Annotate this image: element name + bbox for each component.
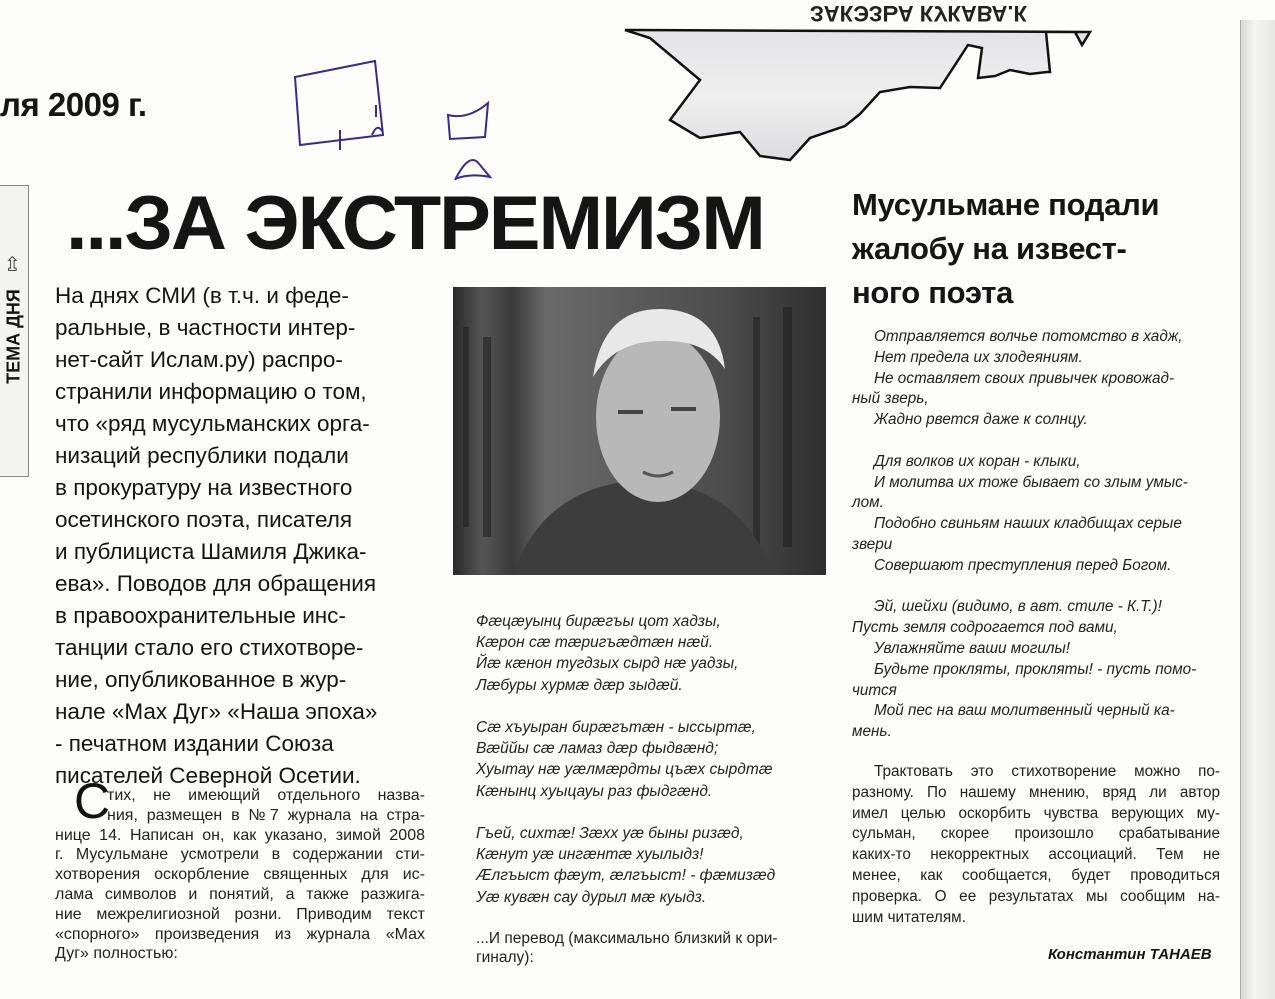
- poem-line: Не оставляет своих привычек кровожад-: [874, 369, 1175, 387]
- text-line: имел целью оскорбить чувства верующих му-: [852, 804, 1220, 822]
- text-line: писателей Северной Осетии.: [55, 763, 361, 788]
- text-line: нице 14. Написан он, как указано, зимой 2008: [55, 826, 425, 844]
- text-line: Уæ кувæн сау дурыл мæ куыдз.: [476, 888, 707, 906]
- text-line: ния, размещен в №7 журнала на стра-: [107, 806, 425, 824]
- poem-line: [852, 431, 1196, 452]
- text-line: лама символов и понятий, а также разжига-: [55, 885, 425, 903]
- text-line: Хуытау нæ уæлмæрдты цъæх сырдтæ: [476, 761, 773, 779]
- issue-date: ля 2009 г.: [0, 86, 147, 123]
- poem-line: лом.: [852, 494, 884, 512]
- text-line: ного поэта: [852, 275, 1014, 310]
- text-line: На днях СМИ (в т.ч. и феде-: [55, 283, 349, 308]
- text-line: жалобу на извест-: [852, 231, 1127, 266]
- poem-line: чится: [852, 681, 897, 699]
- drop-cap: С: [74, 773, 111, 829]
- translation-intro: [476, 929, 778, 967]
- body-paragraph: [55, 786, 425, 964]
- text-line: Трактовать это стихотворение можно по-: [874, 763, 1220, 780]
- text-line: хотворения оскорбление священных для ис-: [55, 866, 425, 884]
- poem-line: мень.: [852, 723, 892, 741]
- text-line: в правоохранительные инс-: [55, 603, 346, 628]
- section-label: ТЕМА ДНЯ: [3, 289, 24, 384]
- text-line: осетинского поэта, писателя: [55, 507, 353, 532]
- poem-line: Подобно свиньям наших кладбищах серые: [874, 515, 1182, 533]
- text-line: Йæ кæнон тугдзых сырд нæ уадзы,: [476, 655, 739, 673]
- poem-line: Будьте прокляты, прокляты! - пусть помо-: [874, 660, 1197, 678]
- poem-line: И молитва их тоже бывает со злым умыс-: [874, 473, 1188, 491]
- text-line: Гъей, сихтæ! Зæхх уæ быны ризæд,: [476, 825, 744, 843]
- poem-line: ный зверь,: [852, 390, 929, 408]
- cut-off-headline: ЗАКЭЗЬА КУКАВА.К: [810, 1, 1027, 26]
- text-line: Вæййы сæ ламаз дæр фыдвæнд;: [476, 740, 719, 758]
- poem-line: Пусть земля содрогается под вами,: [852, 619, 1118, 637]
- author-photo: [453, 287, 826, 575]
- poem-line: Нет предела их злодеяниям.: [874, 348, 1083, 366]
- poem-line: Жадно рвется даже к солнцу.: [874, 411, 1088, 429]
- text-line: ние, опубликованное в жур-: [55, 667, 347, 692]
- text-line: ральные, в частности интер-: [55, 315, 356, 340]
- text-line: Сæ хъуыран бирæгътæн - ыссыртæ,: [476, 719, 756, 737]
- arrow-icon: ⇫: [4, 254, 21, 276]
- poem-original: [476, 611, 775, 908]
- text-line: - печатном издании Союза: [55, 731, 334, 756]
- poem-line: Для волков их коран - клыки,: [874, 452, 1081, 470]
- torn-paper-shape: [0, 0, 1275, 300]
- poem-line: Отправляется волчье потомство в хадж,: [874, 328, 1183, 345]
- headline: ...ЗА ЭКСТРЕМИЗМ: [66, 181, 764, 266]
- text-line: ...И перевод (максимально близкий к ори-: [476, 930, 778, 947]
- text-line: Фæцæуынц бирæгъы цот хадзы,: [476, 613, 721, 630]
- text-line: проверка. О ее результатах мы сообщим на-: [852, 887, 1220, 905]
- text-line: Кæнут уæ ингæнтæ хуылыдз!: [476, 846, 704, 864]
- text-line: что «ряд мусульманских орга-: [55, 411, 370, 436]
- conclusion-paragraph: [852, 762, 1220, 928]
- text-line: нет-сайт Ислам.ру) распро-: [55, 347, 343, 372]
- text-line: Лæбуры хурмæ дæр зыдæй.: [476, 676, 683, 694]
- text-line: танции стало его стихотворе-: [55, 635, 364, 660]
- poem-line: звери: [852, 535, 893, 553]
- text-line: г. Мусульмане усмотрели в содержании сти-: [55, 846, 425, 864]
- poem-translation: [852, 327, 1196, 743]
- text-line: гиналу):: [476, 949, 534, 966]
- text-line: сульман, скорее произошло срабатывание: [852, 825, 1220, 843]
- text-line: ние межрелигиозной розни. Приводим текст: [55, 905, 425, 923]
- text-line: тих, не имеющий отдельного назва-: [107, 787, 425, 804]
- text-line: [476, 802, 775, 823]
- author-signature: Константин ТАНАЕВ: [1048, 946, 1212, 963]
- text-line: менее, как сообщается, будет проводиться: [852, 866, 1220, 884]
- text-line: шим читателям.: [852, 908, 966, 926]
- text-line: [476, 696, 775, 717]
- text-line: Кæрон сæ тæригъæдтæн нæй.: [476, 634, 714, 652]
- text-line: странили информацию о том,: [55, 379, 367, 404]
- poem-line: Увлажняйте ваши могилы!: [874, 639, 1070, 657]
- text-line: разному. По нашему мнению, вряд ли автор: [852, 783, 1220, 801]
- text-line: нале «Мах Дуг» «Наша эпоха»: [55, 699, 378, 724]
- text-line: Дуг» полностью:: [55, 945, 178, 963]
- text-line: ева». Поводов для обращения: [55, 571, 377, 596]
- text-line: и публициста Шамиля Джика-: [55, 539, 367, 564]
- text-line: «спорного» произведения из журнала «Мах: [55, 925, 425, 943]
- poem-line: Совершают преступления перед Богом.: [874, 556, 1172, 574]
- text-line: Æлгъыст фæут, æлгъыст! - фæмизæд: [476, 867, 776, 885]
- poem-line: Эй, шейхи (видимо, в авт. стиле - К.Т.)!: [874, 598, 1162, 616]
- lead-paragraph: [55, 280, 377, 792]
- poem-line: [852, 577, 1196, 598]
- text-line: Мусульмане подали: [852, 187, 1160, 222]
- text-line: низаций республики подали: [55, 443, 349, 468]
- portrait-image: [453, 287, 826, 575]
- text-line: Кæнынц хуыцауы раз фыдгæнд.: [476, 782, 713, 800]
- text-line: в прокуратуру на известного: [55, 475, 353, 500]
- poem-line: Мой пес на ваш молитвенный черный ка-: [874, 702, 1175, 720]
- text-line: каких-то некорректных ассоциаций. Тем не: [852, 846, 1220, 864]
